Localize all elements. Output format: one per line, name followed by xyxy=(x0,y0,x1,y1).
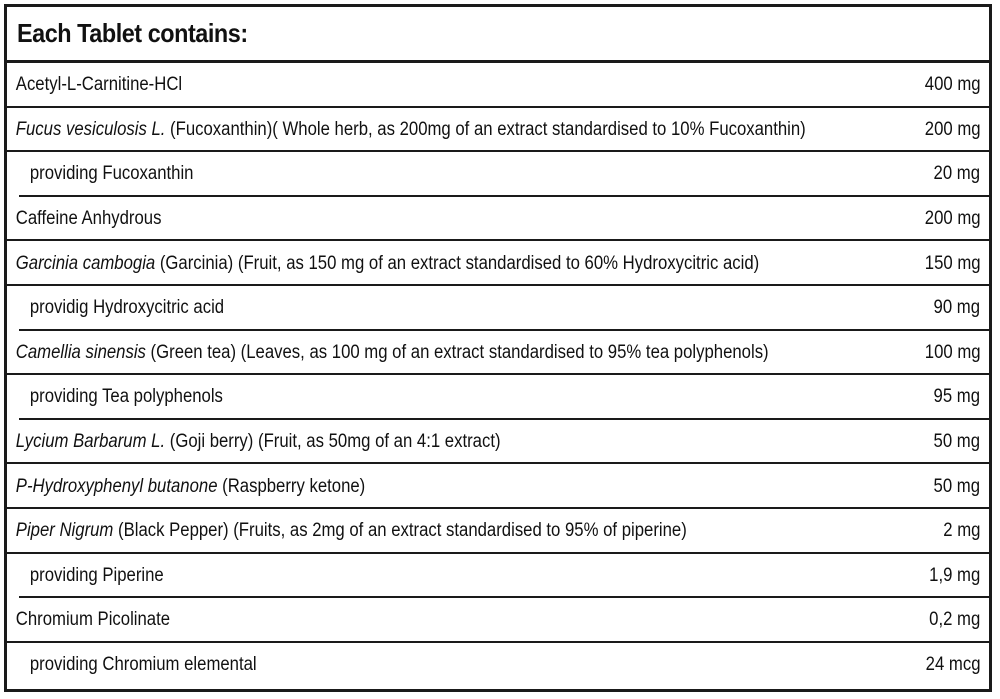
ingredient-amount: 0,2 mg xyxy=(929,609,981,631)
ingredient-label xyxy=(7,163,193,185)
panel-title: Each Tablet contains: xyxy=(17,18,248,48)
ingredient-description: (Garcinia) (Fruit, as 150 mg of an extract standardised to 60% Hydroxycitric acid) xyxy=(155,252,760,274)
ingredient-description: providing Piperine xyxy=(29,564,164,586)
panel-header xyxy=(7,7,989,63)
ingredient-description: (Green tea) (Leaves, as 100 mg of an extract standardised to 95% tea polyphenols) xyxy=(145,341,769,363)
ingredient-subrow xyxy=(7,643,989,688)
ingredient-amount: 24 mcg xyxy=(925,654,981,676)
ingredient-label xyxy=(7,74,182,96)
ingredient-description: Caffeine Anhydrous xyxy=(15,208,162,230)
ingredient-row xyxy=(7,63,989,108)
ingredient-label xyxy=(7,609,170,631)
ingredient-row xyxy=(7,241,989,286)
ingredient-subrow xyxy=(7,286,989,331)
ingredient-description: (Fucoxanthin)( Whole herb, as 200mg of an extract standardised to 10% Fucoxanthin) xyxy=(165,118,806,140)
ingredient-row xyxy=(7,509,989,554)
ingredient-amount: 50 mg xyxy=(933,475,981,497)
ingredient-label xyxy=(7,565,164,587)
ingredient-description: (Black Pepper) (Fruits, as 2mg of an extract standardised to 95% of piperine) xyxy=(113,520,687,542)
ingredient-label xyxy=(7,297,224,319)
ingredient-label xyxy=(7,386,223,408)
ingredient-amount: 200 mg xyxy=(924,208,981,230)
ingredient-label xyxy=(7,520,687,542)
ingredient-label xyxy=(7,253,759,275)
ingredient-amount: 200 mg xyxy=(924,118,981,140)
ingredient-latin-name: Camellia sinensis xyxy=(15,341,146,363)
ingredient-description: providing Tea polyphenols xyxy=(29,386,223,408)
ingredient-subrow xyxy=(7,375,989,420)
ingredient-label xyxy=(7,342,769,364)
ingredient-row xyxy=(7,108,989,153)
ingredient-row xyxy=(7,197,989,242)
ingredient-latin-name: P-Hydroxyphenyl butanone xyxy=(15,475,218,497)
ingredient-amount: 90 mg xyxy=(933,297,981,319)
ingredient-subrow xyxy=(7,554,989,599)
ingredient-amount: 150 mg xyxy=(924,252,981,274)
ingredient-amount: 2 mg xyxy=(943,520,981,542)
ingredient-amount: 20 mg xyxy=(933,163,981,185)
ingredient-description: providig Hydroxycitric acid xyxy=(29,297,225,319)
ingredient-amount: 100 mg xyxy=(924,341,981,363)
ingredient-subrow xyxy=(7,152,989,197)
ingredient-description: providing Chromium elemental xyxy=(29,654,257,676)
ingredient-amount: 400 mg xyxy=(924,74,981,96)
ingredient-amount: 95 mg xyxy=(933,386,981,408)
ingredient-row xyxy=(7,420,989,465)
ingredient-list xyxy=(7,63,989,687)
ingredient-latin-name: Lycium Barbarum L. xyxy=(15,431,166,453)
ingredient-label xyxy=(7,208,161,230)
ingredient-label xyxy=(7,119,806,141)
ingredient-description: Acetyl-L-Carnitine-HCl xyxy=(15,74,183,96)
ingredient-row xyxy=(7,464,989,509)
ingredient-description: Chromium Picolinate xyxy=(15,609,171,631)
ingredient-amount: 50 mg xyxy=(933,431,981,453)
ingredient-row xyxy=(7,331,989,376)
ingredient-label xyxy=(7,654,257,676)
ingredient-latin-name: Fucus vesiculosis L. xyxy=(15,118,166,140)
ingredient-label xyxy=(7,431,501,453)
ingredient-label xyxy=(7,476,365,498)
ingredient-latin-name: Piper Nigrum xyxy=(15,520,114,542)
ingredient-amount: 1,9 mg xyxy=(929,564,981,586)
ingredient-description: (Raspberry ketone) xyxy=(217,475,366,497)
ingredient-description: (Goji berry) (Fruit, as 50mg of an 4:1 extract) xyxy=(165,431,501,453)
supplement-facts-panel xyxy=(4,4,992,692)
ingredient-row xyxy=(7,598,989,643)
ingredient-description: providing Fucoxanthin xyxy=(29,163,194,185)
ingredient-latin-name: Garcinia cambogia xyxy=(15,252,156,274)
